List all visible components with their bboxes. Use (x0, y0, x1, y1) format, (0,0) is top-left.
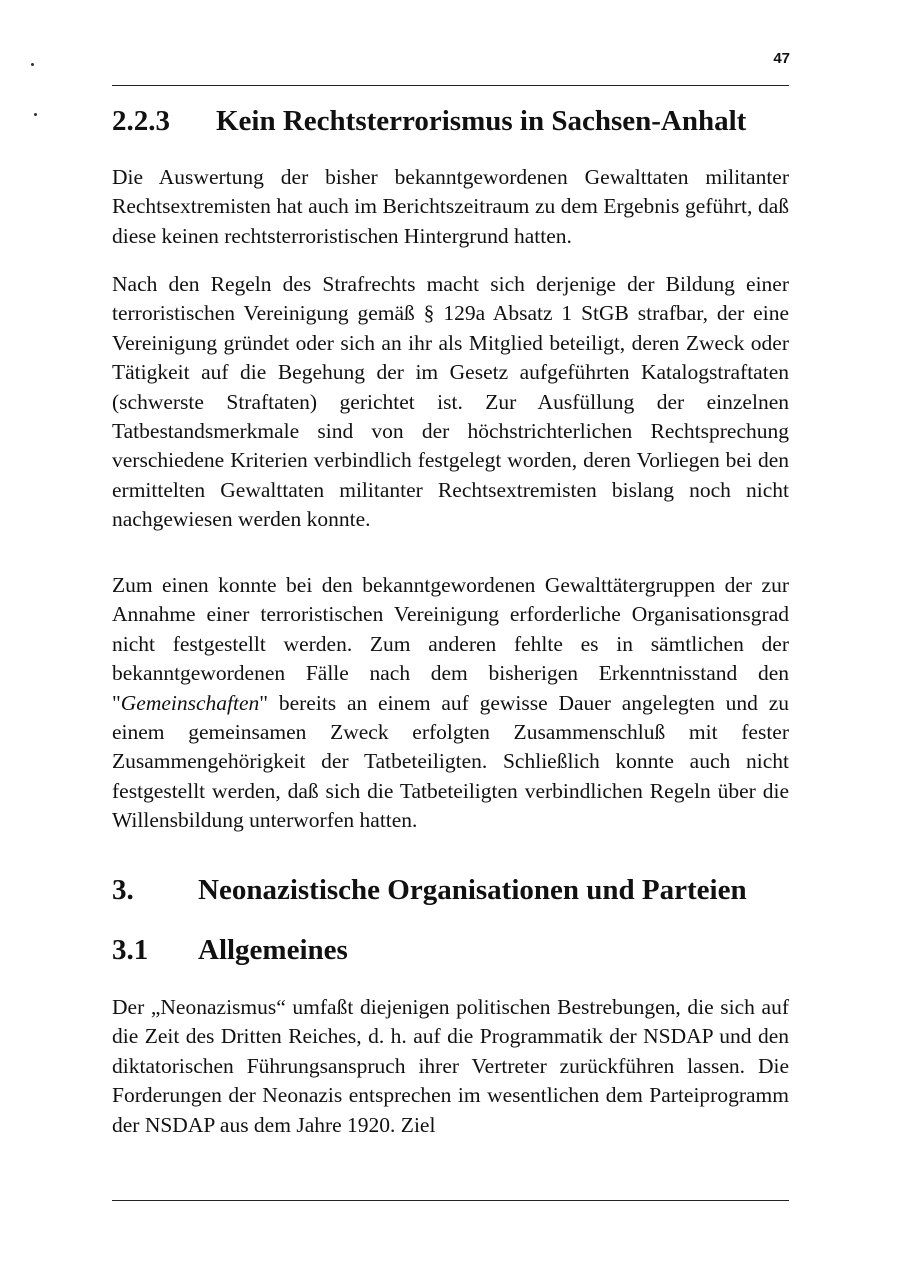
paragraph-1: Die Auswertung der bisher bekanntgewordenen Gewalttaten militanter Rechtsextremisten hat auch im Berichtszeitraum zu dem Ergebnis geführt, daß diese keinen rechtsterroristischen Hintergrund hatten. (112, 165, 789, 248)
section-number: 3. (112, 874, 134, 906)
section-heading-3-1 (112, 933, 348, 967)
section-heading-3 (112, 873, 747, 907)
section-heading-2-2-3 (112, 104, 746, 138)
section-number: 3.1 (112, 934, 149, 966)
page-number: 47 (773, 50, 790, 67)
emphasis-gemeinschaften: Gemeinschaften (120, 690, 260, 715)
section-number: 2.2.3 (112, 105, 170, 137)
paragraph-4: Der „Neonazismus“ umfaßt diejenigen politischen Bestrebungen, die sich auf die Zeit des Dritten Reiches, d. h. auf die Programmatik der NSDAP und den diktatorischen Führungsanspruch ihrer Vertreter zurückführen lassen. Die Forderungen der Neonazis entsprechen im wesentlichen dem Parteiprogramm der NSDAP aus dem Jahre 1920. Ziel (112, 995, 789, 1137)
section-title: Kein Rechtsterrorismus in Sachsen-Anhalt (216, 105, 747, 137)
section-title: Allgemeines (198, 934, 348, 966)
header-rule (112, 85, 789, 86)
footer-rule (112, 1200, 789, 1201)
section-title: Neonazistische Organisationen und Parteien (198, 874, 747, 906)
paragraph-3 (112, 571, 789, 836)
paragraph-3-part-1: Zum einen konnte bei den bekanntgewordenen Gewalttätergruppen der zur Annahme einer terroristischen Vereinigung erforderliche Organisationsgrad nicht festgestellt werden. Zum anderen fehlte es in sämtlichen der bekanntgewordenen Fälle nach dem bisherigen Erkenntnisstand den " (112, 573, 789, 715)
paragraph-3-part-2: " bereits an einem auf gewisse Dauer angelegten und zu einem gemeinsamen Zweck erfolgten Zusammenschluß mit fester Zusammengehörigkeit der Tatbeteiligten. Schließlich konnte auch nicht festgestellt werden, daß sich die Tatbeteiligten verbindlichen Regeln über die Willensbildung unterworfen hatten. (112, 690, 789, 833)
scan-speck (31, 63, 34, 66)
paragraph-2: Nach den Regeln des Strafrechts macht sich derjenige der Bildung einer terroristischen Vereinigung gemäß § 129a Absatz 1 StGB strafbar, der eine Vereinigung gründet oder sich an ihr als Mitglied beteiligt, deren Zweck oder Tätigkeit auf die Begehung der im Gesetz aufgeführten Katalogstraftaten (schwerste Straftaten) gerichtet ist. Zur Ausfüllung der einzelnen Tatbestandsmerkmale sind von der höchstrichterlichen Rechtsprechung verschiedene Kriterien verbindlich festgelegt worden, deren Vorliegen bei den ermittelten Gewalttaten militanter Rechtsextremisten bislang noch nicht nachgewiesen werden konnte. (112, 272, 789, 532)
scan-speck (34, 113, 37, 116)
